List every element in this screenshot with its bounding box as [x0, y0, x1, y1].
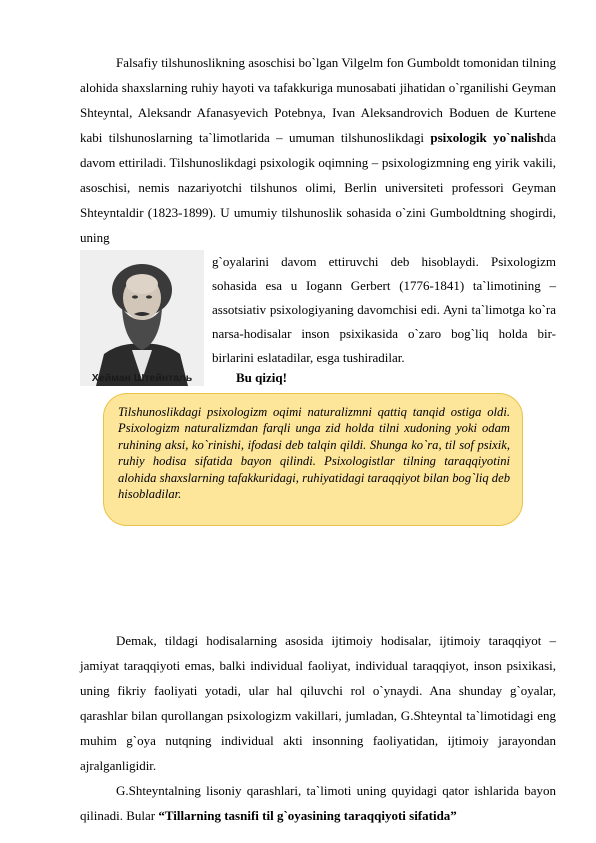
portrait-drawing	[80, 250, 204, 386]
portrait-caption: Хейман Штейнталь	[91, 372, 193, 384]
paragraph-text: Demak, tildagi hodisalarning asosida ijtimoiy hodisalar, ijtimoiy taraqqiyot – jamiyat taraqqiyoti emas, balki individual faoliyat, individual taraqqiyot, inson psixikasi, uning fikriy faoliyati yotadi, ular hal qiluvchi rol o`ynaydi. Ana shunday g`oyalar, qarashlar bilan qurollangan psixologizm vakillari, jumladan, G.Shteyntal ta`limotidagi eng muhim g`oya nutqning individual akti insonning faoliyatidan, ijtimoiy jarayondan ajralganligidir.	[80, 633, 556, 773]
bold-term-psixologik: psixologik yo`nalish	[430, 130, 544, 145]
paragraph-gumboldt	[80, 50, 556, 250]
portrait-image	[80, 250, 204, 386]
callout-heading: Bu qiziq!	[236, 370, 287, 385]
bold-work-title: “Tillarning tasnifi til g`oyasining taraqqiyoti sifatida”	[158, 808, 457, 823]
paragraph-demak	[80, 628, 556, 778]
paragraph-text: Falsafiy tilshunoslikning asoschisi bo`lgan Vilgelm fon Gumboldt tomonidan tilning alohida shaxslarning ruhiy hayoti va tafakkuriga munosabati jihatidan o`rganilishi Geyman Shteyntal, Aleksandr Afanasyevich Potebnya, Ivan Aleksandrovich Boduen de Kurtene kabi tilshunoslarning ta`limotlarida – umuman tilshunoslikdagi	[80, 55, 556, 145]
paragraph-gerbert: g`oyalarini davom ettiruvchi deb hisoblaydi. Psixologizm sohasida esa u Iogann Gerbert (1776-1841) ta`limotining – assotsiativ psixologiyaning davomchisi edi. Ayni ta`limotga ko`ra narsa-hodisalar inson psixikasida o`zaro bog`liq holda bir-birlarini eslatadilar, esga tushiradilar.	[212, 254, 556, 365]
paragraph-text: G.Shteyntalning lisoniy qarashlari, ta`limoti uning quyidagi qator ishlarida bayon qilinadi. Bular	[80, 783, 556, 823]
paragraph-text-cont: da davom ettiriladi. Tilshunoslikdagi psixologik oqimning – psixologizmning eng yirik vakili, asoschisi, nemis nazariyotchi tilshunos olimi, Berlin universiteti professori Geyman Shteyntaldir (1823-1899). U umumiy tilshunoslik sohasida o`zini Gumboldtning shogirdi, uning	[80, 130, 556, 245]
interesting-fact-callout	[103, 393, 523, 526]
paragraph-shteyntal-works	[80, 778, 556, 828]
callout-text: Tilshunoslikdagi psixologizm oqimi naturalizmni qattiq tanqid ostiga oldi. Psixologizm naturalizmdan farqli unga zid holda tilni xudoning yoki odam ruhining aksi, ko`rinishi, ifodasi deb talqin qildi. Shunga ko`ra, til sof psixik, ruhiy hodisa sifatida bayon qilindi. Psixologistlar tilning taraqqiyotini alohida shaxslarning tafakkuridagi, ruhiyatidagi taraqqiyot bilan bog`liq deb hisobladilar.	[118, 405, 510, 502]
